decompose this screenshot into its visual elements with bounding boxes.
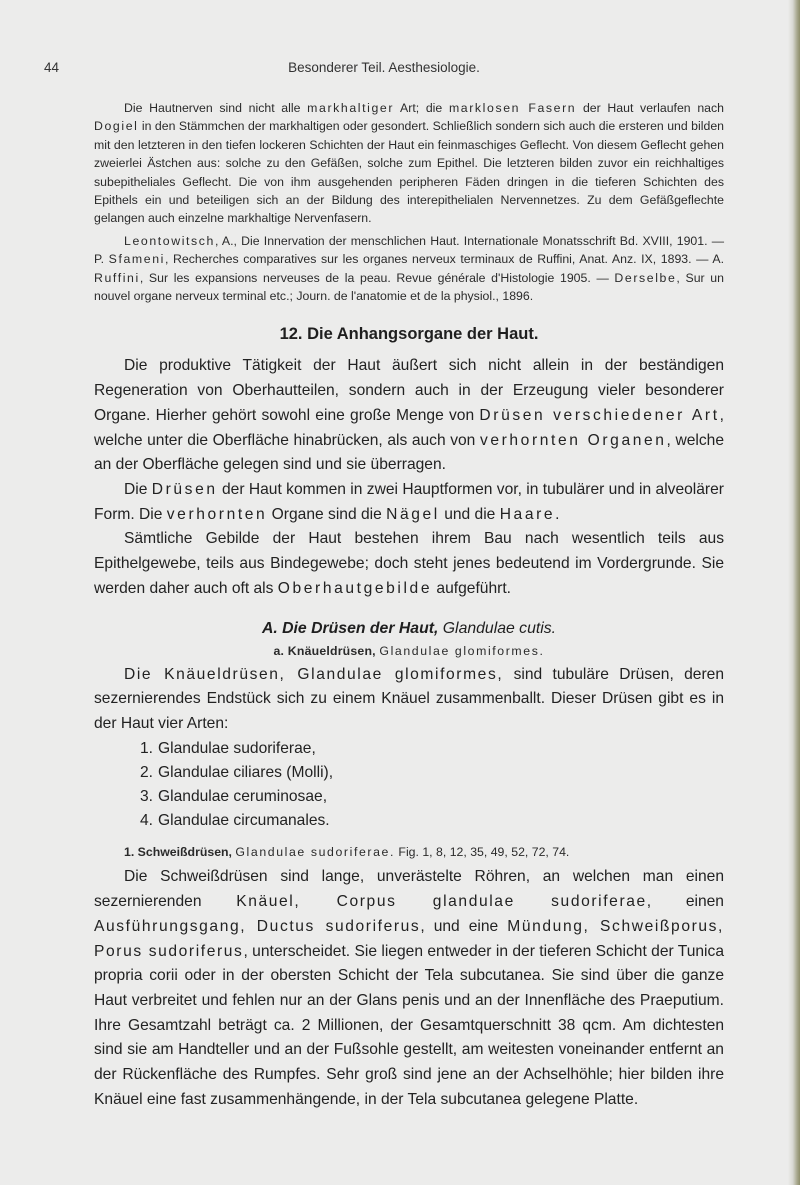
spaced-term: Drüsen verschiedener Art [479,406,720,424]
list-number: 2. [140,763,154,781]
text-run: und die [439,505,500,523]
body-paragraph [94,354,724,478]
text-run: , Recherches comparatives sur les organes nerveux terminaux de Ruffini, Anat. Anz. IX, 1893. — A. [164,252,725,267]
text-run: , und eine [420,917,508,935]
list-text: Glandulae sudoriferae, [158,739,316,757]
author-name: Sfameni [108,252,165,267]
spaced-term: Knäuel, Corpus glandulae sudoriferae [236,893,647,911]
heading-text: a. Knäueldrüsen, [273,643,380,658]
author-name: Ruffini [94,270,140,285]
text-run: , unterscheidet. Sie liegen entweder in der tieferen Schicht der Tunica propria corii oder in der obersten Schicht der Tela subcutanea. Sie sind über die ganze Haut verbreitet und fehlen nur an der Glans penis und an der Innenfläche des Praeputium. Ihre Gesamtzahl beträgt ca. 2 Millionen, der Gesamtquerschnitt 38 qcm. Am dichtesten sind sie am Handteller und an der Fußsohle gestellt, am weitesten voneinander entfernt an der Rückenfläche des Rumpfes. Sehr groß sind jene an der Achselhöhle; hier bilden ihre Knäuel eine fast zusammenhängende, in der Tela subcutanea gelegene Platte. [94,942,724,1108]
text-run: aufgeführt. [432,579,511,597]
heading-text: A. Die Drüsen der Haut, [261,619,443,637]
section-heading: 12. Die Anhangsorgane der Haut. [279,325,539,344]
text-run: Die Hautnerven sind nicht alle [124,101,308,115]
author-name: Derselbe [614,270,677,285]
page-edge-shadow [788,0,800,1185]
text-run: , Sur les expansions nerveuses de la peau. Revue générale d'Histologie 1905. — [139,270,615,285]
list-text: Glandulae circumanales. [158,812,330,830]
text-run: sind tubuläre Drüsen, deren sezernierendes Endstück sich zu einem Knäuel zusammenballt. Dieser Drüsen gibt es in der Haut vier Arten: [94,665,724,732]
text-run: in den Stämmchen der markhaltigen oder gesondert. Schließlich sondern sich auch die ersteren und bilden mit den letzteren in den tiefen lockeren Schichten der Haut ein feinmaschiges Geflecht. Von diesem Geflecht gehen zweierlei Ästchen aus: solche zu den Gefäßen, solche zum Epithel. Die letzteren bilden zuvor ein reichhaltiges subepitheliales Geflecht. Die von ihm ausgehenden peripheren Fäden dringen in die tieferen Schichten des Epithels ein und beteiligen sich an der Bildung des interepithelialen Nervennetzes. Zu dem Gefäßgeflechte gelangen auch einzelne markhaltige Nervenfasern. [94,119,724,226]
text-run: , welche unter die Oberfläche hinabrücken, als auch von [94,406,724,449]
text-run: der Haut kommen in zwei Hauptformen vor, in tubulärer und in alveolärer Form. Die [94,480,724,523]
list-number: 1. [140,739,154,757]
spaced-term: Mündung, Schweißporus, Porus sudoriferus [94,917,724,960]
text-run: Organe sind die [267,505,387,523]
page-content [94,99,724,1112]
body-paragraph [94,663,724,737]
text-run: Art; die [394,101,449,115]
heading-latin: Glandulae cutis. [442,619,557,637]
spaced-term: Oberhautgebilde [277,579,433,597]
list-number: 3. [140,788,154,806]
text-run: Die [124,480,152,498]
text-run: Die produktive Tätigkeit der Haut äußert sich nicht allein in der beständigen Regeneration von Oberhautteilen, sondern auch in der Erzeugung vieler besonderer Organe. Hierher gehört sowohl eine große Menge von [94,357,724,424]
spaced-term: Nägel [386,505,440,523]
running-title: Besonderer Teil. Aesthesiologie. [288,60,480,75]
list-item [140,809,724,833]
text-run: , A., Die Innervation der menschlichen Haut. Internationale Monatsschrift Bd. XVIII, 1901. — P. [94,233,724,267]
text-run: der Haut verlaufen nach [576,101,725,115]
body-paragraph [94,478,724,527]
spaced-term: Die Knäueldrüsen, Glandulae glomiformes, [124,665,504,683]
spaced-term: Ausführungsgang, Ductus sudoriferus [94,917,421,935]
heading-latin: Glandulae sudoriferae. [235,845,396,860]
list-number: 4. [140,812,154,830]
subsubsection-heading [94,644,724,658]
page-number: 44 [44,60,60,75]
text-run: Sämtliche Gebilde der Haut bestehen ihrem Bau nach wesentlich teils aus Epithelgewebe, teils aus Bindegewebe; doch steht jenes bedeutend im Vordergrunde. Sie werden daher auch oft als [94,530,724,597]
author-name: Leontowitsch [124,233,215,248]
text-run: , welche an der Oberfläche gelegen sind und sie überragen. [94,431,724,474]
list-item [140,785,724,809]
spaced-term: markhaltiger [307,101,395,115]
list-item [140,737,724,761]
spaced-term: verhornten Organen [479,431,667,449]
sweat-gland-heading [124,845,724,859]
spaced-term: Drüsen [151,480,218,498]
spaced-term: Haare [499,505,556,523]
text-run: , einen [646,893,724,911]
figure-references: Fig. 1, 8, 12, 35, 49, 52, 72, 74. [395,845,570,860]
spaced-term: marklosen Fasern [448,101,577,115]
gland-list [94,737,724,834]
list-text: Glandulae ciliares (Molli), [158,763,334,781]
subsection-heading [94,620,724,638]
heading-text: 1. Schweißdrüsen, [124,845,236,860]
text-run: Die Schweißdrüsen sind lange, unverästelte Röhren, an welchen man einen sezernierenden [94,868,724,911]
spaced-term: verhornten [166,505,268,523]
author-name: Dogiel [94,119,139,134]
body-paragraph [94,865,724,1112]
heading-latin: Glandulae glomiformes. [379,643,545,658]
text-run: . [555,505,560,523]
bibliography [94,232,724,306]
body-paragraph [94,527,724,601]
list-text: Glandulae ceruminosae, [158,788,328,806]
text-run: , Sur un nouvel organe nerveux terminal etc.; Journ. de l'anatomie et de la physiol., 1896. [94,270,724,304]
list-item [140,761,724,785]
intro-paragraph [94,99,724,228]
